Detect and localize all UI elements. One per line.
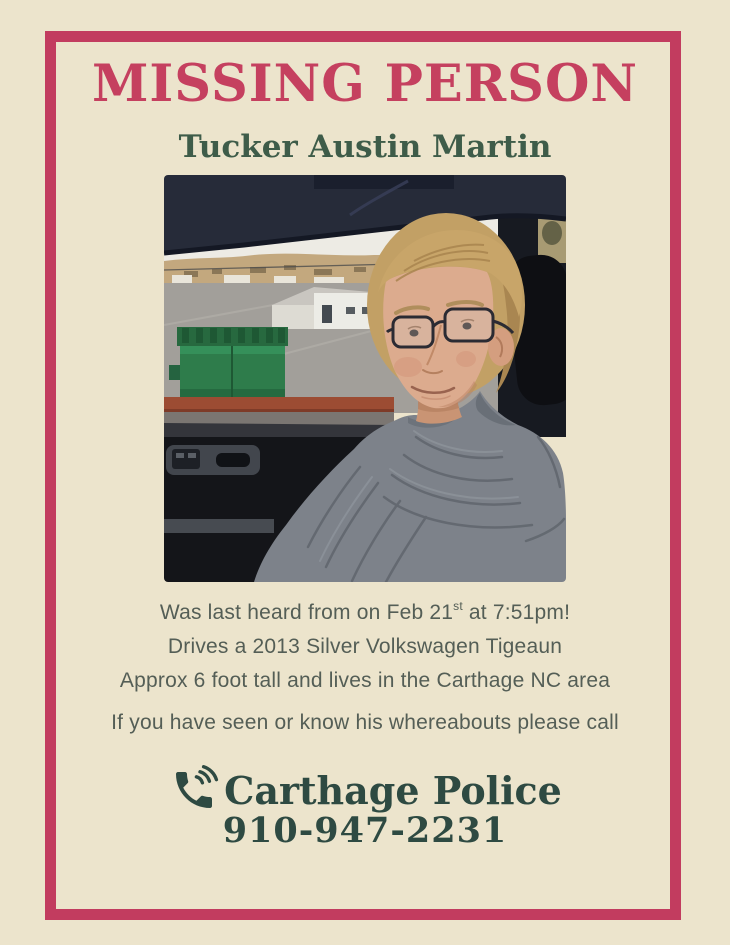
phone-icon	[168, 762, 220, 814]
detail-line-vehicle: Drives a 2013 Silver Volkswagen Tigeaun	[167, 635, 563, 658]
photo-dumpster	[169, 327, 288, 403]
missing-person-name: Tucker Austin Martin	[178, 129, 552, 165]
contact-block	[0, 766, 730, 851]
photo-illustration	[164, 175, 566, 582]
contact-name-row	[0, 766, 730, 814]
contact-name: Carthage Police	[224, 767, 562, 813]
poster-title: MISSING PERSON	[91, 54, 639, 114]
detail-line-description: Approx 6 foot tall and lives in the Carthage NC area	[119, 669, 611, 692]
ordinal-suffix: st	[453, 599, 463, 613]
detail-lines	[0, 596, 730, 698]
detail-line1-suffix: at 7:51pm!	[462, 601, 571, 624]
contact-phone-number: 910-947-2231	[222, 810, 508, 851]
call-to-action: If you have seen or know his whereabouts please call	[111, 711, 619, 734]
detail-line-last-heard	[0, 596, 730, 630]
missing-person-photo	[164, 175, 566, 582]
detail-line1-prefix: Was last heard from on Feb 21	[159, 601, 454, 624]
